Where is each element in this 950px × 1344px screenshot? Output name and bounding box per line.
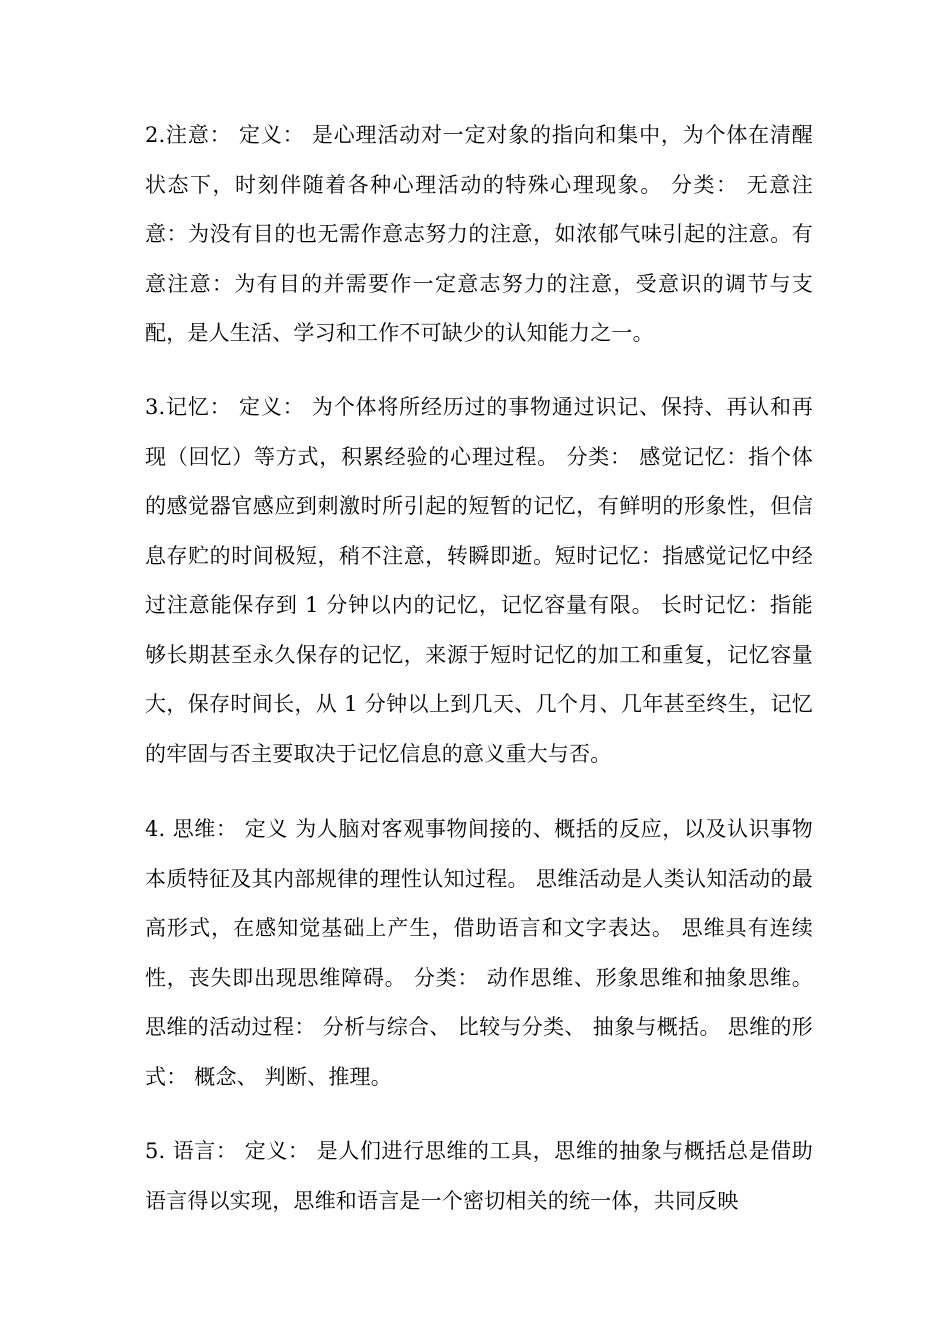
paragraph-attention: 2.注意： 定义： 是心理活动对一定对象的指向和集中，为个体在清醒状态下，时刻伴随着各种心理活动的特殊心理现象。 分类： 无意注意：为没有目的也无需作意志努力的注意，如浓郁气味引起的注意。有意注意：为有目的并需要作一定意志努力的注意，受意识的调节与支配，是人生活、学习和工作不可缺少的认知能力之一。	[145, 123, 813, 345]
paragraph-language: 5. 语言： 定义： 是人们进行思维的工具，思维的抽象与概括总是借助语言得以实现，思维和语言是一个密切相关的统一体，共同反映	[145, 1139, 813, 1213]
paragraph-memory: 3.记忆： 定义： 为个体将所经历过的事物通过识记、保持、再认和再现（回忆）等方式，积累经验的心理过程。 分类： 感觉记忆：指个体的感觉器官感应到刺激时所引起的短暂的记忆，有鲜明的形象性，但信息存贮的时间极短，稍不注意，转瞬即逝。短时记忆：指感觉记忆中经过注意能保存到 1 分钟以内的记忆，记忆容量有限。 长时记忆：指能够长期甚至永久保存的记忆，来源于短时记忆的加工和重复，记忆容量大，保存时间长，从 1 分钟以上到几天、几个月、几年甚至终生，记忆的牢固与否主要取决于记忆信息的意义重大与否。	[145, 395, 813, 766]
paragraph-thinking: 4. 思维： 定义 为人脑对客观事物间接的、概括的反应，以及认识事物本质特征及其内部规律的理性认知过程。 思维活动是人类认知活动的最高形式，在感知觉基础上产生，借助语言和文字表达。 思维具有连续性，丧失即出现思维障碍。 分类： 动作思维、形象思维和抽象思维。思维的活动过程： 分析与综合、 比较与分类、 抽象与概括。 思维的形式： 概念、 判断、推理。	[145, 817, 813, 1089]
